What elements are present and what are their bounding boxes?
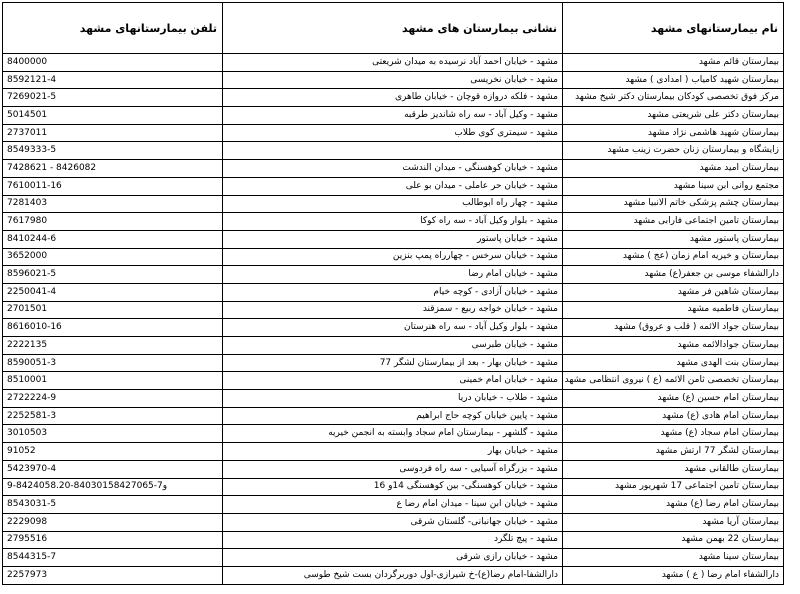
cell-hospital-name: بیمارستان تخصصی ثامن الائمه (ع ) نیروی انتظامی مشهد <box>563 372 784 390</box>
cell-hospital-address: مشهد - خیابان حر عاملی - میدان بو علی <box>223 177 563 195</box>
table-row <box>3 549 784 567</box>
cell-hospital-phone: 2701501 <box>3 301 223 319</box>
table-row <box>3 566 784 584</box>
cell-hospital-name: بیمارستان قائم مشهد <box>563 54 784 72</box>
cell-hospital-address: مشهد - خیابان خواجه ربیع - سمزقند <box>223 301 563 319</box>
table-row <box>3 71 784 89</box>
table-row <box>3 230 784 248</box>
cell-hospital-address: مشهد - خیابان ابن سینا - میدان امام رضا ع <box>223 496 563 514</box>
cell-hospital-name: بیمارستان طالقانی مشهد <box>563 460 784 478</box>
cell-hospital-address: مشهد - خیابان سرخس - چهارراه پمپ بنزین <box>223 248 563 266</box>
cell-hospital-phone: 7610011-16 <box>3 177 223 195</box>
cell-hospital-phone: 8543031-5 <box>3 496 223 514</box>
table-row <box>3 107 784 125</box>
cell-hospital-phone: 7281403 <box>3 195 223 213</box>
cell-hospital-address: مشهد - وکیل آباد - سه راه شاندیز طرقبه <box>223 107 563 125</box>
cell-hospital-name: بیمارستان فاطمیه مشهد <box>563 301 784 319</box>
column-header-phone: تلفن بیمارستانهای مشهد <box>3 3 223 54</box>
hospital-table-container <box>2 2 783 585</box>
cell-hospital-address: دارالشفا-امام رضا(ع)-خ شیرازی-اول دوربرگردان بست شیخ طوسی <box>223 566 563 584</box>
cell-hospital-phone: 7428621 - 8426082 <box>3 160 223 178</box>
cell-hospital-name: مرکز فوق تخصصی کودکان بیمارستان دکتر شیخ مشهد <box>563 89 784 107</box>
cell-hospital-address: مشهد - خیابان رازی شرقی <box>223 549 563 567</box>
table-body <box>3 54 784 585</box>
cell-hospital-name: بیمارستان چشم پزشکی خاتم الانبیا مشهد <box>563 195 784 213</box>
cell-hospital-address: مشهد - خیابان طبرسی <box>223 337 563 355</box>
cell-hospital-phone: 5014501 <box>3 107 223 125</box>
table-row <box>3 390 784 408</box>
cell-hospital-phone: 8510001 <box>3 372 223 390</box>
cell-hospital-name: بیمارستان شاهین فر مشهد <box>563 283 784 301</box>
cell-hospital-phone: 8592121-4 <box>3 71 223 89</box>
cell-hospital-name: بیمارستان امام حسین (ع) مشهد <box>563 390 784 408</box>
cell-hospital-name: بیمارستان سینا مشهد <box>563 549 784 567</box>
cell-hospital-address: مشهد - خیابان بهار - بعد از بیمارستان لشگر 77 <box>223 354 563 372</box>
cell-hospital-address: مشهد - خیابان آزادی - کوچه خیام <box>223 283 563 301</box>
table-row <box>3 301 784 319</box>
cell-hospital-name: بیمارستان شهید کامیاب ( امدادی ) مشهد <box>563 71 784 89</box>
cell-hospital-name: بیمارستان جواد الائمه ( قلب و عروق) مشهد <box>563 319 784 337</box>
cell-hospital-phone: 7269021-5 <box>3 89 223 107</box>
cell-hospital-phone: 2722224-9 <box>3 390 223 408</box>
cell-hospital-phone: 3010503 <box>3 425 223 443</box>
cell-hospital-phone: 91052 <box>3 443 223 461</box>
table-header <box>3 3 784 54</box>
cell-hospital-name: بیمارستان پاستور مشهد <box>563 230 784 248</box>
table-row <box>3 443 784 461</box>
cell-hospital-name: بیمارستان شهید هاشمی نژاد مشهد <box>563 124 784 142</box>
cell-hospital-address: مشهد - گلشهر - بیمارستان امام سجاد وابسته به انجمن خیریه <box>223 425 563 443</box>
cell-hospital-address: مشهد - خیابان بهار <box>223 443 563 461</box>
table-row <box>3 407 784 425</box>
table-row <box>3 337 784 355</box>
cell-hospital-name: مجتمع روانی ابن سینا مشهد <box>563 177 784 195</box>
table-row <box>3 513 784 531</box>
cell-hospital-address: مشهد - بلوار وکیل آباد - سه راه هنرستان <box>223 319 563 337</box>
cell-hospital-phone: 5423970-4 <box>3 460 223 478</box>
cell-hospital-address <box>223 142 563 160</box>
cell-hospital-name: بیمارستان امید مشهد <box>563 160 784 178</box>
table-row <box>3 372 784 390</box>
cell-hospital-address: مشهد - خیابان امام رضا <box>223 266 563 284</box>
cell-hospital-name: بیمارستان 22 بهمن مشهد <box>563 531 784 549</box>
table-row <box>3 319 784 337</box>
cell-hospital-address: مشهد - خیابان کوهسنگی - میدان الندشت <box>223 160 563 178</box>
table-row <box>3 213 784 231</box>
table-row <box>3 266 784 284</box>
table-row <box>3 124 784 142</box>
table-row <box>3 354 784 372</box>
cell-hospital-phone: 8400000 <box>3 54 223 72</box>
cell-hospital-phone: 8544315-7 <box>3 549 223 567</box>
cell-hospital-phone: 8590051-3 <box>3 354 223 372</box>
table-row <box>3 496 784 514</box>
cell-hospital-name: بیمارستان آریا مشهد <box>563 513 784 531</box>
cell-hospital-address: مشهد - خیابان جهانبانی- گلستان شرقی <box>223 513 563 531</box>
cell-hospital-phone: 2222135 <box>3 337 223 355</box>
cell-hospital-phone: 2737011 <box>3 124 223 142</box>
cell-hospital-address: مشهد - خیابان پاستور <box>223 230 563 248</box>
cell-hospital-phone: 2252581-3 <box>3 407 223 425</box>
cell-hospital-address: مشهد - طلاب - خیابان دریا <box>223 390 563 408</box>
cell-hospital-name: بیمارستان بنت الهدی مشهد <box>563 354 784 372</box>
hospitals-table <box>2 2 784 585</box>
cell-hospital-phone: 2229098 <box>3 513 223 531</box>
cell-hospital-phone: 8549333-5 <box>3 142 223 160</box>
cell-hospital-name: دارالشفاء موسی بن جعفر(ع) مشهد <box>563 266 784 284</box>
table-row <box>3 54 784 72</box>
cell-hospital-phone: 9-8424058.20-84030158427065-7و <box>3 478 223 496</box>
cell-hospital-name: زایشگاه و بیمارستان زنان حضرت زینب مشهد <box>563 142 784 160</box>
cell-hospital-name: دارالشفاء امام رضا ( ع ) مشهد <box>563 566 784 584</box>
table-row <box>3 142 784 160</box>
cell-hospital-address: مشهد - خیابان کوهسنگی- بین کوهسنگی 14و 16 <box>223 478 563 496</box>
cell-hospital-address: مشهد - بزرگراه آسیایی - سه راه فردوسی <box>223 460 563 478</box>
cell-hospital-phone: 2795516 <box>3 531 223 549</box>
cell-hospital-name: بیمارستان جوادالائمه مشهد <box>563 337 784 355</box>
cell-hospital-name: بیمارستان لشگر 77 ارتش مشهد <box>563 443 784 461</box>
cell-hospital-phone: 2257973 <box>3 566 223 584</box>
cell-hospital-address: مشهد - پایین خیابان کوچه حاج ابراهیم <box>223 407 563 425</box>
cell-hospital-address: مشهد - بلوار وکیل آباد - سه راه کوکا <box>223 213 563 231</box>
table-row <box>3 248 784 266</box>
cell-hospital-address: مشهد - سیمتری کوی طلاب <box>223 124 563 142</box>
cell-hospital-name: بیمارستان دکتر علی شریعتی مشهد <box>563 107 784 125</box>
cell-hospital-phone: 8596021-5 <box>3 266 223 284</box>
cell-hospital-address: مشهد - پیچ تلگرد <box>223 531 563 549</box>
cell-hospital-phone: 8410244-6 <box>3 230 223 248</box>
cell-hospital-name: بیمارستان و خیریه امام زمان (عج ) مشهد <box>563 248 784 266</box>
cell-hospital-address: مشهد - خیابان امام خمینی <box>223 372 563 390</box>
cell-hospital-name: بیمارستان امام هادی (ع) مشهد <box>563 407 784 425</box>
cell-hospital-name: بیمارستان تامین اجتماعی 17 شهریور مشهد <box>563 478 784 496</box>
table-row <box>3 425 784 443</box>
table-row <box>3 283 784 301</box>
cell-hospital-phone: 2250041-4 <box>3 283 223 301</box>
table-row <box>3 160 784 178</box>
column-header-name: نام بیمارستانهای مشهد <box>563 3 784 54</box>
table-row <box>3 531 784 549</box>
cell-hospital-address: مشهد - خیابان احمد آباد نرسیده به میدان شریعتی <box>223 54 563 72</box>
cell-hospital-phone: 7617980 <box>3 213 223 231</box>
cell-hospital-address: مشهد - چهار راه ابوطالب <box>223 195 563 213</box>
cell-hospital-phone: 8616010-16 <box>3 319 223 337</box>
cell-hospital-phone: 3652000 <box>3 248 223 266</box>
table-row <box>3 195 784 213</box>
cell-hospital-name: بیمارستان تامین اجتماعی فارابی مشهد <box>563 213 784 231</box>
cell-hospital-address: مشهد - فلکه دروازه قوچان - خیابان طاهری <box>223 89 563 107</box>
table-row <box>3 177 784 195</box>
cell-hospital-address: مشهد - خیابان نخریسی <box>223 71 563 89</box>
column-header-address: نشانی بیمارستان های مشهد <box>223 3 563 54</box>
table-row <box>3 89 784 107</box>
cell-hospital-name: بیمارستان امام سجاد (ع) مشهد <box>563 425 784 443</box>
cell-hospital-name: بیمارستان امام رضا (ع) مشهد <box>563 496 784 514</box>
table-row <box>3 460 784 478</box>
header-row <box>3 3 784 54</box>
table-row <box>3 478 784 496</box>
